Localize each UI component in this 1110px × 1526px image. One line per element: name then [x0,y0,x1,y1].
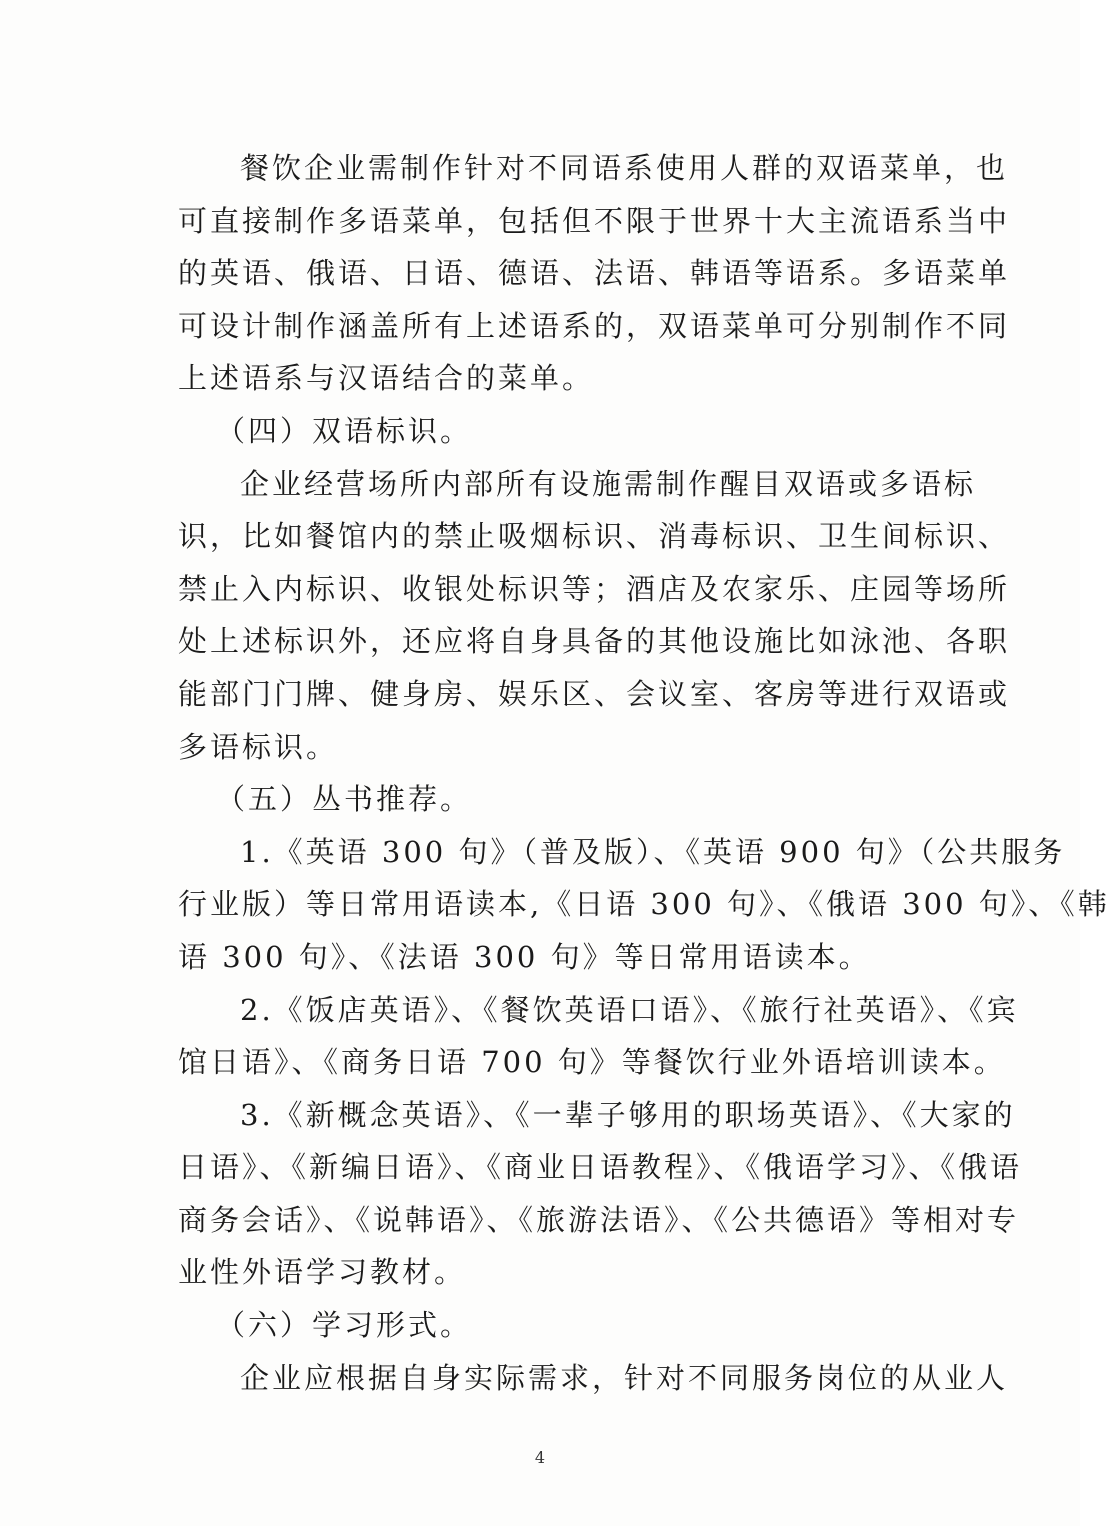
text-line: 餐饮企业需制作针对不同语系使用人群的双语菜单，也 [240,151,1009,185]
text-line: 语 300 句》、《法语 300 句》等日常用语读本。 [178,939,871,974]
text-line: 3.《新概念英语》、《一辈子够用的职场英语》、《大家的 [240,1097,1016,1132]
document-body [178,142,1110,1404]
text-line: 企业应根据自身实际需求，针对不同服务岗位的从业人 [240,1360,1009,1395]
text-line: 处上述标识外，还应将自身具备的其他设施比如泳池、各职 [178,624,1011,659]
text-line: 行业版）等日常用语读本,《日语 300 句》、《俄语 300 句》、《韩 [178,887,1110,922]
text-line: 业性外语学习教材。 [178,1255,467,1290]
text-line: 日语》、《新编日语》、《商业日语教程》、《俄语学习》、《俄语 [178,1150,1023,1185]
text-line: 识，比如餐馆内的禁止吸烟标识、消毒标识、卫生间标识、 [178,519,1011,554]
text-line: 的英语、俄语、日语、德语、法语、韩语等语系。多语菜单 [178,256,1011,291]
text-line: 能部门门牌、健身房、娱乐区、会议室、客房等进行双语或 [178,676,1011,711]
text-line: 多语标识。 [178,729,339,764]
page-number: 4 [534,1448,546,1467]
text-line: 商务会话》、《说韩语》、《旅游法语》、《公共德语》等相对专 [178,1202,1020,1237]
section-heading: （四）双语标识。 [216,413,473,448]
text-line: 禁止入内标识、收银处标识等；酒店及农家乐、庄园等场所 [178,571,1011,606]
section-heading: （六）学习形式。 [216,1308,473,1343]
text-line: 上述语系与汉语结合的菜单。 [178,361,595,396]
text-line: 企业经营场所内部所有设施需制作醒目双语或多语标 [240,466,977,501]
section-heading: （五）丛书推荐。 [216,782,473,817]
text-line: 馆日语》、《商务日语 700 句》等餐饮行业外语培训读本。 [178,1045,1006,1080]
text-line: 可设计制作涵盖所有上述语系的，双语菜单可分别制作不同 [178,308,1011,343]
text-line: 1.《英语 300 句》（普及版）、《英语 900 句》（公共服务 [240,834,1066,869]
text-line: 2.《饭店英语》、《餐饮英语口语》、《旅行社英语》、《宾 [240,992,1019,1027]
text-line: 可直接制作多语菜单，包括但不限于世界十大主流语系当中 [178,203,1011,238]
